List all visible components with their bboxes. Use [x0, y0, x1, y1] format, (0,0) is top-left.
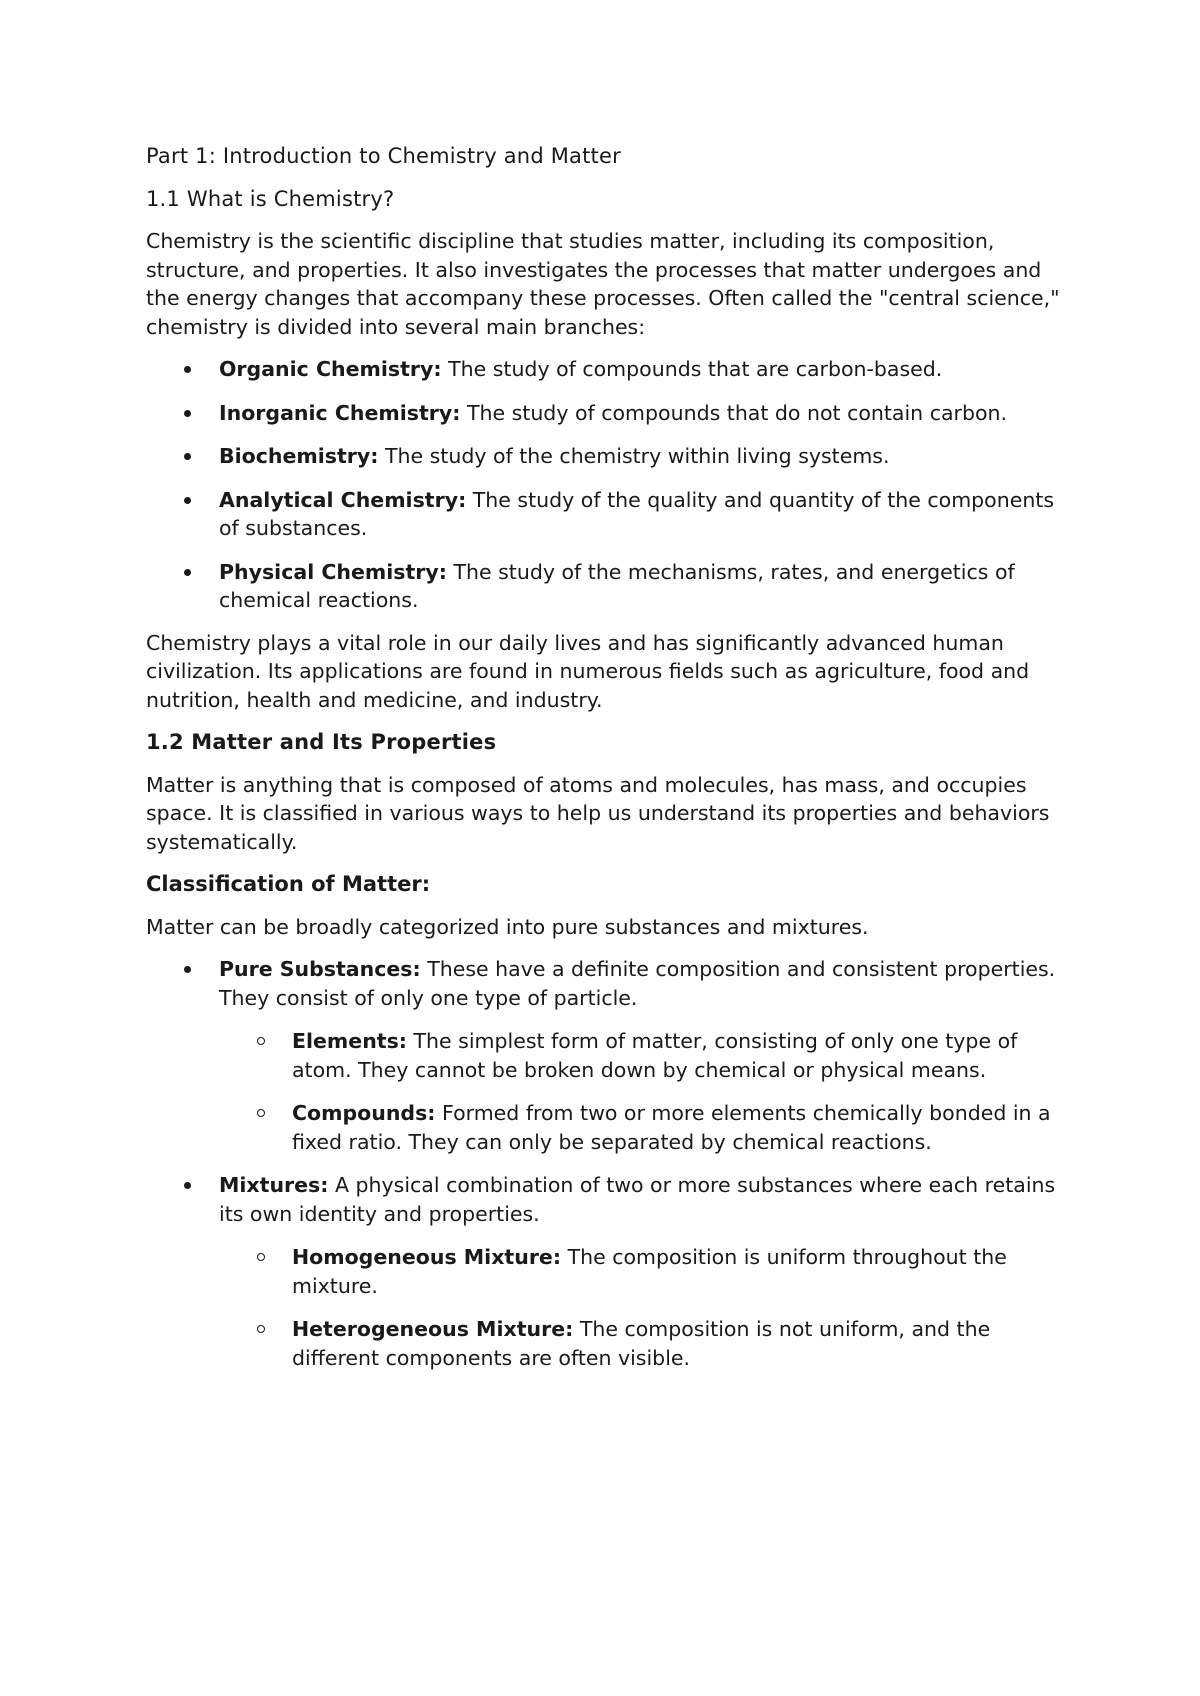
sublist-item-term: Homogeneous Mixture: [292, 1245, 562, 1269]
sublist-item [219, 1099, 1076, 1156]
sublist-item [219, 1315, 1076, 1372]
classification-heading: Classification of Matter: [146, 872, 431, 896]
list-item-text: The study of compounds that do not contain carbon. [460, 400, 1008, 425]
list-item-text: The study of the chemistry within living systems. [378, 444, 890, 468]
list-item-term: Inorganic Chemistry: [219, 400, 461, 425]
sublist-item-text: The composition is uniform throughout the mixture. [292, 1245, 1007, 1298]
pure-substances-sublist [219, 1027, 1076, 1156]
mixtures-sublist [219, 1243, 1076, 1372]
sublist-item [219, 1027, 1076, 1084]
list-item-term: Pure Substances: [219, 957, 421, 981]
list-item-term: Physical Chemistry: [219, 559, 447, 584]
list-item-text: The study of the mechanisms, rates, and energetics of chemical reactions. [219, 559, 1015, 612]
list-item [146, 355, 1076, 384]
list-item-text: The study of the quality and quantity of the components of substances. [219, 487, 1055, 540]
sublist-item-term: Compounds: [292, 1101, 436, 1125]
list-item-text: The study of compounds that are carbon-based. [441, 357, 943, 381]
list-item [146, 558, 1076, 615]
sublist-item-text: The composition is not uniform, and the different components are often visible. [292, 1317, 991, 1370]
matter-intro-paragraph: Matter is anything that is composed of atoms and molecules, has mass, and occupies space. It is classified in various ways to help us understand its properties and behaviors systematically. [146, 772, 1050, 854]
list-item-term: Organic Chemistry: [219, 357, 442, 381]
document-page [146, 142, 1076, 1386]
sublist-item-term: Elements: [292, 1029, 407, 1053]
list-item-text: A physical combination of two or more substances where each retains its own identity and properties. [219, 1173, 1056, 1226]
bullet-icon [184, 497, 191, 504]
list-item [146, 1171, 1076, 1372]
list-item-term: Biochemistry: [219, 444, 379, 468]
part-title: Part 1: Introduction to Chemistry and Matter [146, 144, 621, 168]
hollow-bullet-icon [257, 1325, 265, 1333]
list-item [146, 955, 1076, 1156]
bullet-icon [184, 410, 191, 417]
list-item [146, 399, 1076, 428]
sublist-item-text: The simplest form of matter, consisting of only one type of atom. They cannot be broken down by chemical or physical means. [292, 1029, 1018, 1082]
hollow-bullet-icon [257, 1037, 265, 1045]
sublist-item [219, 1243, 1076, 1300]
hollow-bullet-icon [257, 1253, 265, 1261]
section-heading-1-2: 1.2 Matter and Its Properties [146, 730, 497, 754]
bullet-icon [184, 966, 191, 973]
matter-classification-list [146, 955, 1076, 1372]
list-item-term: Analytical Chemistry: [219, 487, 467, 512]
bullet-icon [184, 366, 191, 373]
hollow-bullet-icon [257, 1109, 265, 1117]
sublist-item-term: Heterogeneous Mixture: [292, 1317, 574, 1341]
list-item [146, 442, 1076, 471]
chemistry-closing-paragraph: Chemistry plays a vital role in our daily lives and has significantly advanced human civilization. Its applications are found in numerous fields such as agriculture, food and nutrition, health and medicine, and industry. [146, 630, 1030, 712]
list-item-text: These have a definite composition and consistent properties. They consist of only one type of particle. [219, 957, 1056, 1010]
chemistry-intro-paragraph: Chemistry is the scientific discipline that studies matter, including its composition, structure, and properties. It also investigates the processes that matter undergoes and the energy changes that accompany these processes. Often called the "central science," chemistry is divided into several main branches: [146, 229, 1060, 339]
sublist-item-text: Formed from two or more elements chemically bonded in a fixed ratio. They can only be separated by chemical reactions. [292, 1101, 1051, 1154]
classification-intro-paragraph: Matter can be broadly categorized into pure substances and mixtures. [146, 914, 869, 939]
list-item-term: Mixtures: [219, 1173, 329, 1197]
bullet-icon [184, 453, 191, 460]
section-heading-1-1: 1.1 What is Chemistry? [146, 186, 395, 211]
bullet-icon [184, 1182, 191, 1189]
chemistry-branches-list [146, 355, 1076, 615]
list-item [146, 486, 1076, 543]
bullet-icon [184, 569, 191, 576]
